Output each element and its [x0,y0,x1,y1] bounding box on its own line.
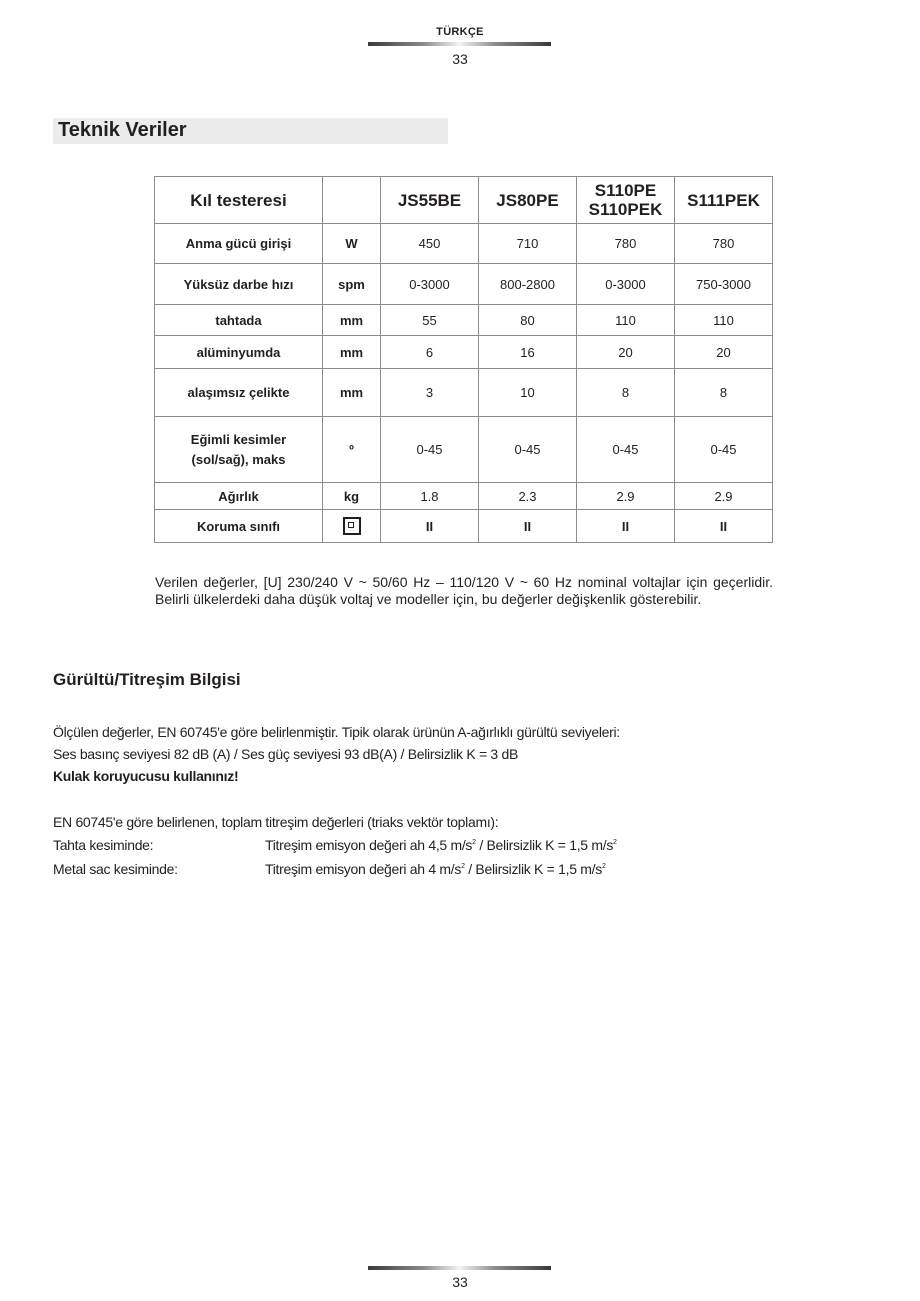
cell-value: 2.3 [479,483,577,510]
footer-page-number: 33 [452,1274,468,1290]
table-row [155,264,773,305]
table-row [155,417,773,483]
cell-value: II [577,510,675,543]
header-divider [368,42,551,46]
row-unit: kg [323,483,381,510]
row-unit [323,510,381,543]
row-label: tahtada [155,305,323,336]
table-row [155,305,773,336]
row-unit: mm [323,305,381,336]
header-model: JS80PE [479,177,577,224]
header-model: S110PE S110PEK [577,177,675,224]
cell-value: 110 [577,305,675,336]
header-label: Kıl testeresi [155,177,323,224]
cell-value: 2.9 [577,483,675,510]
cell-value: 0-3000 [381,264,479,305]
vibration-label-wood: Tahta kesiminde: [53,837,154,853]
measured-text: Ölçülen değerler, EN 60745'e göre belirlenmiştir. Tipik olarak ürünün A-ağırlıklı gürültü seviyeleri: [53,724,620,740]
table-row [155,510,773,543]
row-label: Koruma sınıfı [155,510,323,543]
cell-value: 0-3000 [577,264,675,305]
row-label: Anma gücü girişi [155,224,323,264]
row-unit: spm [323,264,381,305]
cell-value: 55 [381,305,479,336]
row-label: Yüksüz darbe hızı [155,264,323,305]
table-header-row [155,177,773,224]
cell-value: 10 [479,369,577,417]
cell-value: 6 [381,336,479,369]
table-row [155,224,773,264]
header-unit [323,177,381,224]
cell-value: II [479,510,577,543]
row-label: alaşımsız çelikte [155,369,323,417]
header-model: S111PEK [675,177,773,224]
cell-value: 20 [577,336,675,369]
vibration-label-metal: Metal sac kesiminde: [53,861,178,877]
row-label: Eğimli kesimler (sol/sağ), maks [155,417,323,483]
vibration-value-metal: Titreşim emisyon değeri ah 4 $m/s^2$ / Belirsizlik K = 1,5 $m/s^2$ [265,861,606,877]
row-unit: mm [323,336,381,369]
cell-value: 8 [577,369,675,417]
row-unit: mm [323,369,381,417]
cell-value: 16 [479,336,577,369]
cell-value: 110 [675,305,773,336]
cell-value: 0-45 [479,417,577,483]
cell-value: 3 [381,369,479,417]
cell-value: 450 [381,224,479,264]
cell-value: 2.9 [675,483,773,510]
table-row [155,336,773,369]
cell-value: 80 [479,305,577,336]
row-label: alüminyumda [155,336,323,369]
cell-value: 780 [577,224,675,264]
cell-value: 0-45 [577,417,675,483]
vibration-value-wood: Titreşim emisyon değeri ah 4,5 $m/s^2$ / Belirsizlik K = 1,5 $m/s^2$ [265,837,617,853]
row-unit: W [323,224,381,264]
spec-table [154,176,773,543]
section-title-bar [53,118,448,144]
double-insulation-icon [343,517,361,535]
cell-value: 750-3000 [675,264,773,305]
cell-value: 20 [675,336,773,369]
row-unit: º [323,417,381,483]
voltage-note: Verilen değerler, [U] 230/240 V ~ 50/60 Hz – 110/120 V ~ 60 Hz nominal voltajlar için geçerlidir. Belirli ülkelerdeki daha düşük voltaj ve modeller için, bu değerler değişkenlik gösterebilir. [155,574,773,607]
cell-value: 800-2800 [479,264,577,305]
cell-value: 1.8 [381,483,479,510]
table-row [155,369,773,417]
noise-section-title: Gürültü/Titreşim Bilgisi [53,670,241,689]
noise-levels: Ses basınç seviyesi 82 dB (A) / Ses güç seviyesi 93 dB(A) / Belirsizlik K = 3 dB [53,746,519,762]
cell-value: 780 [675,224,773,264]
footer-divider [368,1266,551,1270]
cell-value: 0-45 [675,417,773,483]
cell-value: 8 [675,369,773,417]
cell-value: II [381,510,479,543]
header-page-number: 33 [452,51,468,67]
cell-value: 0-45 [381,417,479,483]
cell-value: II [675,510,773,543]
cell-value: 710 [479,224,577,264]
vibration-intro: EN 60745'e göre belirlenen, toplam titreşim değerleri (triaks vektör toplamı): [53,814,499,830]
ear-protection-warning: Kulak koruyucusu kullanınız! [53,768,239,784]
row-label: Ağırlık [155,483,323,510]
table-row [155,483,773,510]
header-model: JS55BE [381,177,479,224]
header-language: TÜRKÇE [436,26,484,38]
section-title: Teknik Veriler [58,119,187,141]
